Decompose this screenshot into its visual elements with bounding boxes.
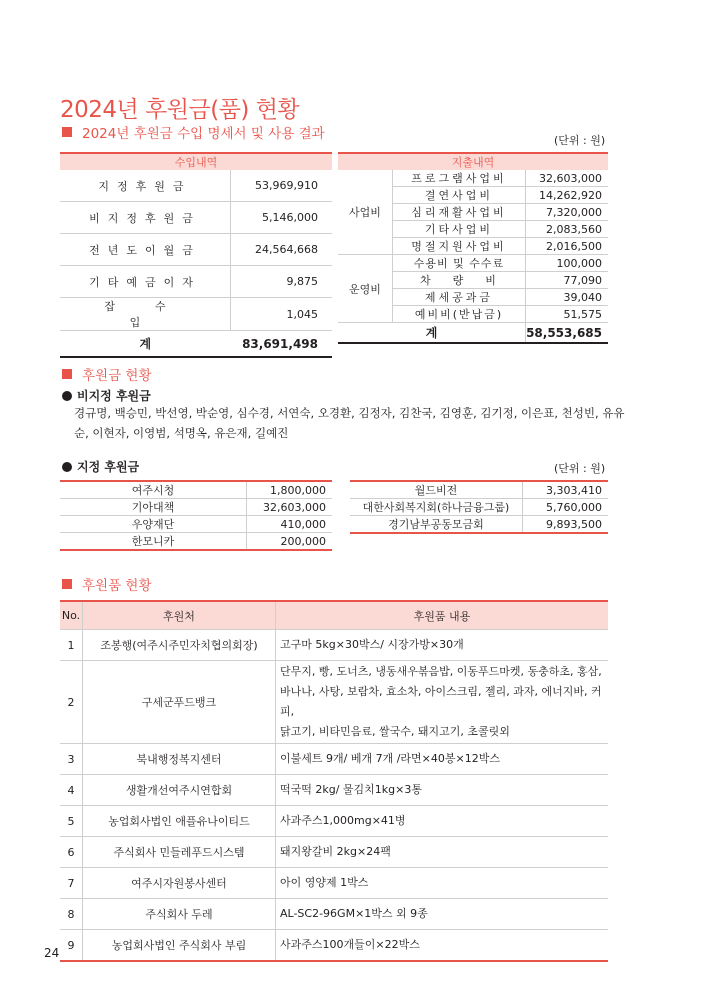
section-heading-income-expense (62, 122, 325, 142)
expense-value: 39,040 (526, 289, 608, 306)
donor-amount: 1,800,000 (247, 481, 333, 499)
table-row (60, 298, 332, 331)
content-line: 떡국떡 2kg/ 물김치1kg×3통 (280, 783, 422, 796)
content-line: 단무지, 빵, 도너츠, 냉동새우볶음밥, 이동푸드마켓, 동충하초, 홍삼, (280, 665, 602, 678)
table-row (60, 930, 608, 962)
income-label: 기타예금이자 (60, 266, 231, 298)
expense-item: 프로그램사업비 (392, 170, 525, 187)
donor-name: 구세군푸드뱅크 (83, 661, 276, 744)
content-line: 닭고기, 비타민음료, 쌀국수, 돼지고기, 초콜릿외 (280, 725, 510, 738)
donor-name: 기아대책 (60, 499, 247, 516)
designated-subheading (62, 458, 139, 475)
income-value: 5,146,000 (231, 202, 333, 234)
expense-category: 운영비 (338, 255, 392, 323)
section-heading-label: 2024년 후원금 수입 명세서 및 사용 결과 (82, 126, 325, 142)
column-header-no: No. (60, 601, 83, 630)
section-heading-goods (62, 574, 152, 594)
income-header: 수입내역 (60, 153, 332, 170)
income-label: 지정후원금 (60, 170, 231, 202)
expense-value: 32,603,000 (526, 170, 608, 187)
table-row (60, 661, 608, 744)
income-label: 잡수입 (60, 298, 231, 331)
goods-content (276, 930, 609, 962)
donor-amount: 3,303,410 (523, 481, 609, 499)
expense-item: 차량비 (392, 272, 525, 289)
table-row (60, 533, 332, 551)
donor-name: 북내행정복지센터 (83, 744, 276, 775)
table-row (60, 806, 608, 837)
table-row (60, 516, 332, 533)
content-line: 바나나, 사탕, 보람차, 효소차, 아이스크림, 젤리, 과자, 에너지바, 커피, (280, 685, 602, 718)
expense-value: 2,016,500 (526, 238, 608, 255)
table-row (60, 899, 608, 930)
donor-name: 여주시청 (60, 481, 247, 499)
content-line: 고구마 5kg×30박스/ 시장가방×30개 (280, 638, 464, 651)
donor-amount: 9,893,500 (523, 516, 609, 534)
donor-name: 월드비전 (350, 481, 523, 499)
goods-content (276, 806, 609, 837)
table-row (60, 630, 608, 661)
table-row (338, 255, 608, 272)
table-row (60, 499, 332, 516)
donor-amount: 32,603,000 (247, 499, 333, 516)
square-bullet-icon (62, 579, 72, 589)
donor-name: 주식회사 두레 (83, 899, 276, 930)
column-header-donor: 후원처 (83, 601, 276, 630)
table-row (350, 516, 608, 534)
designated-table-right (350, 480, 608, 534)
income-value: 53,969,910 (231, 170, 333, 202)
income-total-row (60, 331, 332, 358)
content-line: AL-SC2-96GM×1박스 외 9종 (280, 907, 428, 920)
expense-item: 기타사업비 (392, 221, 525, 238)
content-line: 사과주스1,000mg×41병 (280, 814, 406, 827)
row-number: 3 (60, 744, 83, 775)
expense-item: 수용비 및 수수료 (392, 255, 525, 272)
expense-item: 명절지원사업비 (392, 238, 525, 255)
expense-total-row (338, 323, 608, 344)
table-row (60, 170, 332, 202)
row-number: 7 (60, 868, 83, 899)
page-title: 2024년 후원금(품) 현황 (60, 97, 300, 124)
table-row (338, 170, 608, 187)
page-number: 24 (44, 946, 60, 960)
column-header-content: 후원품 내용 (276, 601, 609, 630)
expense-category: 사업비 (338, 170, 392, 255)
table-row (350, 481, 608, 499)
goods-content (276, 837, 609, 868)
row-number: 6 (60, 837, 83, 868)
subheading-label: 지정 후원금 (77, 460, 140, 474)
donor-name: 우양재단 (60, 516, 247, 533)
donor-amount: 5,760,000 (523, 499, 609, 516)
square-bullet-icon (62, 369, 72, 379)
donor-name: 조봉행(여주시주민자치협의회장) (83, 630, 276, 661)
donor-name: 경기남부공동모금회 (388, 518, 484, 531)
expense-total-value: 58,553,685 (526, 323, 608, 344)
donor-amount: 200,000 (247, 533, 333, 551)
expense-value: 14,262,920 (526, 187, 608, 204)
donor-name: 생활개선여주시연합회 (83, 775, 276, 806)
content-line: 돼지왕갈비 2kg×24팩 (280, 845, 391, 858)
section-heading-label: 후원금 현황 (82, 368, 152, 384)
undesignated-subheading (62, 387, 151, 404)
income-table (60, 152, 332, 358)
circle-bullet-icon (62, 391, 72, 401)
goods-content (276, 868, 609, 899)
table-row (60, 234, 332, 266)
donor-amount: 410,000 (247, 516, 333, 533)
goods-content (276, 630, 609, 661)
donor-name: 여주시자원봉사센터 (83, 868, 276, 899)
goods-content (276, 899, 609, 930)
income-total-value: 83,691,498 (231, 331, 333, 358)
donor-name: 한모니카 (131, 535, 175, 548)
expense-total-label: 계 (338, 323, 526, 344)
income-label: 전년도이월금 (60, 234, 231, 266)
goods-content (276, 661, 609, 744)
expense-table (338, 152, 608, 344)
undesignated-donor-names: 경규명, 백승민, 박선영, 박순영, 심수경, 서연숙, 오경환, 김정자, 김찬국, 김영훈, 김기정, 이은표, 천성빈, 유유순, 이현자, 이영범, 석명옥, 유은재, 길예진 (74, 406, 625, 440)
donor-name: 농업회사법인 주식회사 부림 (83, 930, 276, 962)
square-bullet-icon (62, 127, 72, 137)
table-row (60, 868, 608, 899)
expense-value: 2,083,560 (526, 221, 608, 238)
section-heading-donations (62, 364, 152, 384)
content-line: 사과주스100개들이×22박스 (280, 938, 420, 951)
donor-name: 대한사회복지회(하나금융그룹) (350, 499, 523, 516)
expense-item: 결연사업비 (392, 187, 525, 204)
table-row (60, 481, 332, 499)
content-line: 아이 영양제 1박스 (280, 876, 369, 889)
expense-item: 제세공과금 (392, 289, 525, 306)
expense-item: 심리재활사업비 (392, 204, 525, 221)
income-value: 24,564,668 (231, 234, 333, 266)
designated-table-left (60, 480, 332, 551)
expense-value: 100,000 (526, 255, 608, 272)
table-row (60, 775, 608, 806)
expense-item: 예비비(반납금) (392, 306, 525, 323)
donor-name: 농업회사법인 애플유나이티드 (83, 806, 276, 837)
table-row (60, 744, 608, 775)
unit-label: (단위 : 원) (554, 462, 606, 475)
expense-value: 77,090 (526, 272, 608, 289)
table-row (60, 202, 332, 234)
income-value: 1,045 (231, 298, 333, 331)
goods-content (276, 744, 609, 775)
goods-content (276, 775, 609, 806)
row-number: 1 (60, 630, 83, 661)
content-line: 이불세트 9개/ 베개 7개 /라면×40봉×12박스 (280, 752, 500, 765)
expense-value: 51,575 (526, 306, 608, 323)
section-heading-label: 후원품 현황 (82, 578, 152, 594)
table-row (350, 499, 608, 516)
income-value: 9,875 (231, 266, 333, 298)
row-number: 8 (60, 899, 83, 930)
circle-bullet-icon (62, 462, 72, 472)
expense-value: 7,320,000 (526, 204, 608, 221)
income-label: 비지정후원금 (60, 202, 231, 234)
row-number: 9 (60, 930, 83, 962)
donor-name: 주식회사 민들레푸드시스템 (83, 837, 276, 868)
subheading-label: 비지정 후원금 (77, 389, 151, 403)
row-number: 2 (60, 661, 83, 744)
unit-label: (단위 : 원) (554, 134, 606, 147)
goods-table (60, 600, 608, 962)
row-number: 5 (60, 806, 83, 837)
income-total-label: 계 (60, 331, 231, 358)
expense-header: 지출내역 (338, 153, 608, 170)
table-row (60, 266, 332, 298)
table-row (60, 837, 608, 868)
row-number: 4 (60, 775, 83, 806)
